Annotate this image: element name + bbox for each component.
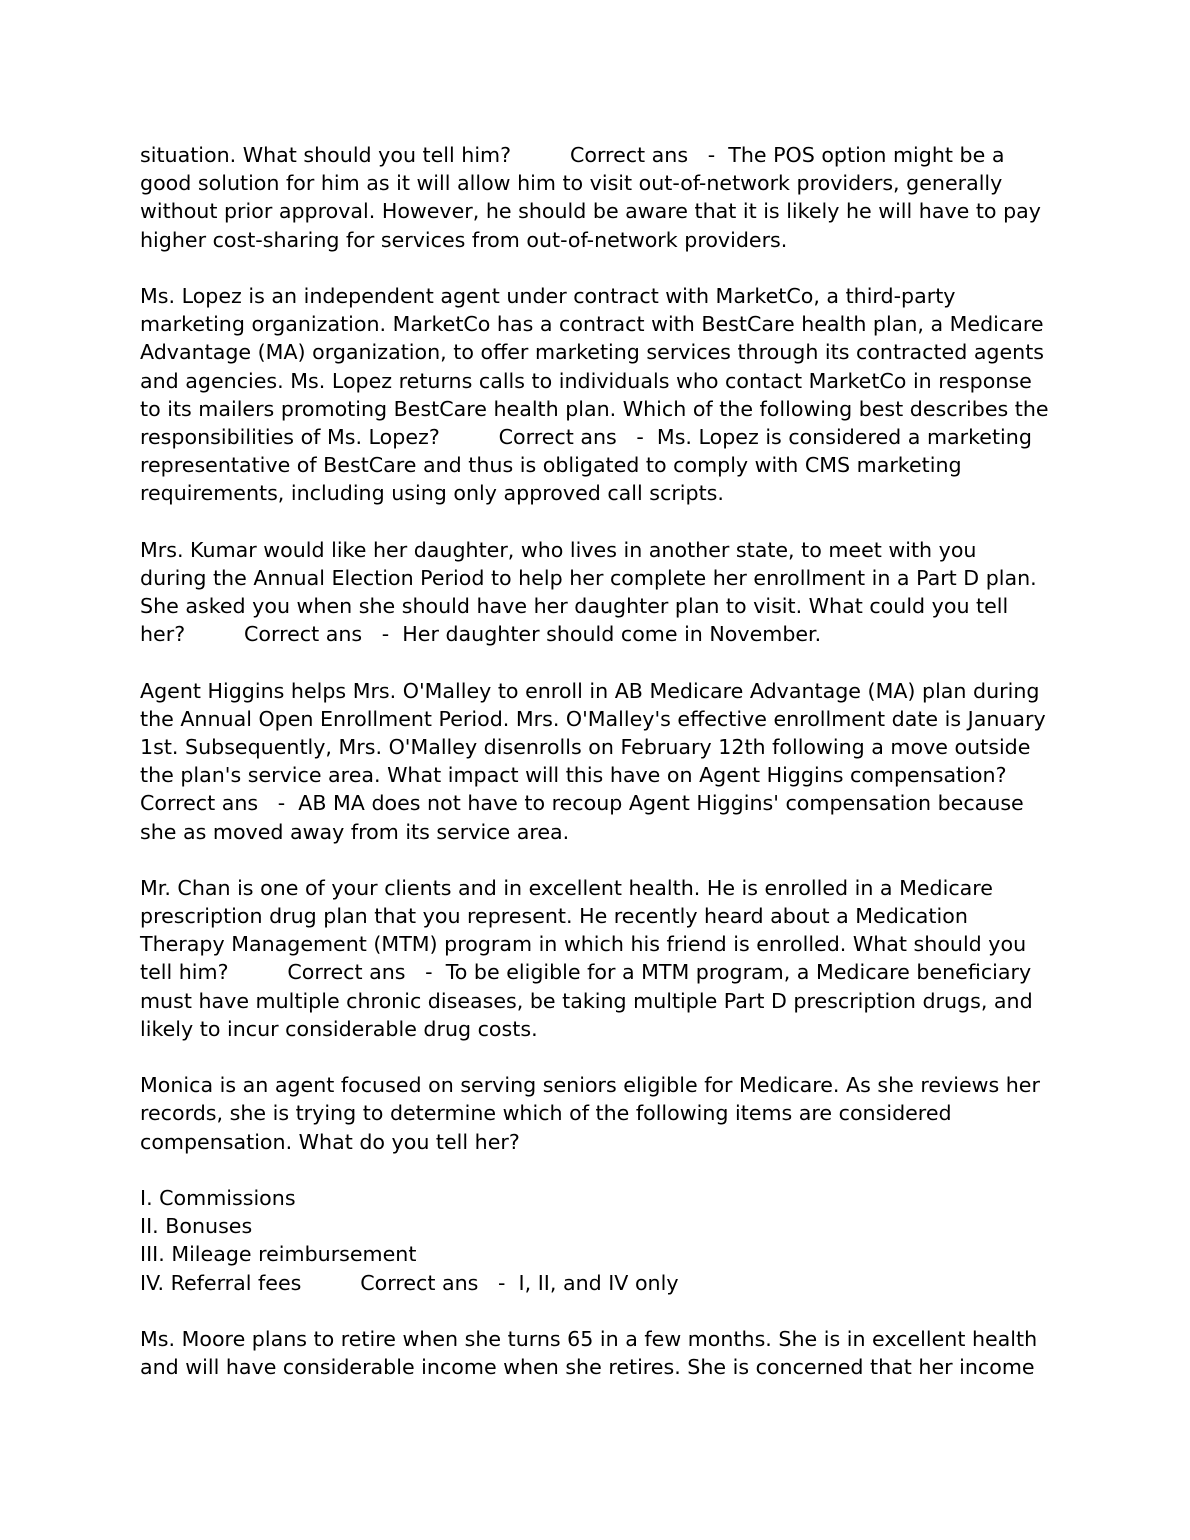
text-line: tell him? Correct ans - To be eligible for a MTM program, a Medicare beneficiary — [140, 960, 1032, 985]
text-line: Monica is an agent focused on serving seniors eligible for Medicare. As she reviews her — [140, 1073, 1040, 1098]
text-line: I. Commissions — [140, 1185, 296, 1210]
text-line: higher cost-sharing for services from out-of-network providers. — [140, 227, 788, 252]
text-line: Advantage (MA) organization, to offer marketing services through its contracted agents — [140, 340, 1045, 365]
text-line: good solution for him as it will allow him to visit out-of-network providers, generally — [140, 171, 1003, 196]
text-line: compensation. What do you tell her? — [140, 1129, 520, 1154]
paragraph-gap — [140, 507, 1060, 535]
text-line: the plan's service area. What impact will this have on Agent Higgins compensation? — [140, 763, 1007, 788]
qa-mrs-kumar-paragraph — [140, 536, 1060, 649]
text-line: prescription drug plan that you represent. He recently heard about a Medication — [140, 904, 968, 929]
text-line: during the Annual Election Period to help her complete her enrollment in a Part D plan. — [140, 565, 1037, 590]
qa-mr-chan-paragraph — [140, 874, 1060, 1043]
text-line: II. Bonuses — [140, 1214, 253, 1239]
document-body — [140, 141, 1060, 1381]
text-line: must have multiple chronic diseases, be taking multiple Part D prescription drugs, and — [140, 988, 1033, 1013]
paragraph-gap — [140, 846, 1060, 874]
text-line: and agencies. Ms. Lopez returns calls to individuals who contact MarketCo in response — [140, 368, 1032, 393]
text-line: Agent Higgins helps Mrs. O'Malley to enroll in AB Medicare Advantage (MA) plan during — [140, 678, 1040, 703]
qa-pos-option-paragraph — [140, 141, 1060, 254]
paragraph-gap — [140, 648, 1060, 676]
text-line: requirements, including using only approved call scripts. — [140, 481, 724, 506]
text-line: records, she is trying to determine which of the following items are considered — [140, 1101, 952, 1126]
text-line: situation. What should you tell him? Correct ans - The POS option might be a — [140, 143, 1005, 167]
text-line: and will have considerable income when she retires. She is concerned that her income — [140, 1355, 1035, 1380]
text-line: Mr. Chan is one of your clients and in excellent health. He is enrolled in a Medicare — [140, 875, 993, 900]
paragraph-gap — [140, 254, 1060, 282]
text-line: without prior approval. However, he should be aware that it is likely he will have to pay — [140, 199, 1041, 224]
text-line: to its mailers promoting BestCare health plan. Which of the following best describes the — [140, 396, 1049, 421]
text-line: Ms. Lopez is an independent agent under contract with MarketCo, a third-party — [140, 283, 956, 308]
qa-monica-paragraph — [140, 1071, 1060, 1156]
qa-ms-moore-paragraph — [140, 1325, 1060, 1381]
text-line: responsibilities of Ms. Lopez? Correct ans - Ms. Lopez is considered a marketing — [140, 424, 1032, 449]
text-line: Therapy Management (MTM) program in which his friend is enrolled. What should you — [140, 932, 1027, 957]
text-line: Mrs. Kumar would like her daughter, who lives in another state, to meet with you — [140, 537, 977, 562]
paragraph-gap — [140, 1043, 1060, 1071]
text-line: the Annual Open Enrollment Period. Mrs. O'Malley's effective enrollment date is January — [140, 706, 1046, 731]
text-line: representative of BestCare and thus is obligated to comply with CMS marketing — [140, 453, 962, 478]
text-line: her? Correct ans - Her daughter should come in November. — [140, 622, 822, 647]
text-line: marketing organization. MarketCo has a contract with BestCare health plan, a Medicare — [140, 312, 1044, 337]
text-line: 1st. Subsequently, Mrs. O'Malley disenrolls on February 12th following a move outside — [140, 734, 1031, 759]
text-line: likely to incur considerable drug costs. — [140, 1016, 538, 1041]
qa-agent-higgins-paragraph — [140, 677, 1060, 846]
paragraph-gap — [140, 1156, 1060, 1184]
text-line: IV. Referral fees Correct ans - I, II, and IV only — [140, 1270, 679, 1295]
text-line: she as moved away from its service area. — [140, 819, 570, 844]
qa-ms-lopez-paragraph — [140, 282, 1060, 508]
paragraph-gap — [140, 1297, 1060, 1325]
text-line: III. Mileage reimbursement — [140, 1242, 417, 1267]
text-line: Correct ans - AB MA does not have to recoup Agent Higgins' compensation because — [140, 791, 1024, 816]
qa-monica-options-paragraph — [140, 1184, 1060, 1297]
text-line: She asked you when she should have her daughter plan to visit. What could you tell — [140, 594, 1009, 618]
text-line: Ms. Moore plans to retire when she turns 65 in a few months. She is in excellent health — [140, 1326, 1038, 1351]
